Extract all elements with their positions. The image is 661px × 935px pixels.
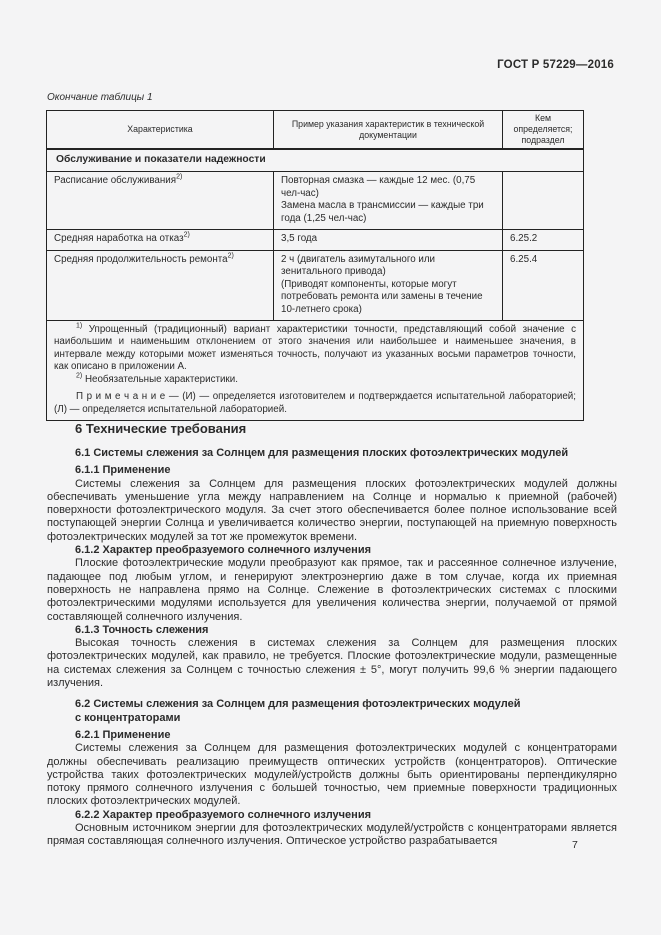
characteristics-table: [46, 110, 584, 421]
paragraph-6-1-1: Системы слежения за Солнцем для размещения плоских фотоэлектрических модулей должны обеспечивать уменьшение угла между направлением на Солнце и нормалью к приемной (рабочей) поверхности фотоэлектрического модуля. За счет этого обеспечивается более полное использование всей поступающей энергии Солнца и увеличивается количество энергии, поступающей на приемную поверхность фотоэлектрических модулей за тот же промежуток времени.: [47, 477, 617, 543]
characteristic-cell: Средняя наработка на отказ$^{2)}$: [47, 230, 274, 251]
ref-cell: [503, 172, 584, 230]
subsection-heading-6-2: 6.2 Системы слежения за Солнцем для размещения фотоэлектрических модулей с концентраторами: [75, 698, 521, 724]
clause-heading-6-1-1: 6.1.1 Применение: [75, 464, 171, 477]
ref-cell: 6.25.4: [503, 251, 584, 321]
table-header-row: [47, 111, 584, 150]
table-row: [47, 251, 584, 321]
table-note: П р и м е ч а н и е — (И) — определяется изготовителем и подтверждается испытательной лабораторией; (Л) — определяется испытательной лабораторией.: [54, 391, 576, 415]
footnote-marker: 1): [76, 322, 83, 330]
characteristic-cell: Расписание обслуживания$^{2)}$: [47, 172, 274, 230]
paragraph-6-1-2: Плоские фотоэлектрические модули преобразуют как прямое, так и рассеянное солнечное излучение, падающее под любым углом, и генерируют электроэнергию даже в том случае, когда их приемная поверхность не направлена прямо на Солнце. Слежение в фотоэлектрических системах с плоскими фотоэлектрическими модулями используется для увеличения количества энергии, получаемой от прямой составляющей солнечного излучения.: [47, 557, 617, 623]
table-caption: Окончание таблицы 1: [47, 92, 153, 103]
section-heading-6: 6 Технические требования: [75, 421, 247, 436]
table-section-row: [47, 149, 584, 172]
document-body: [47, 421, 617, 849]
clause-heading-6-1-2: 6.1.2 Характер преобразуемого солнечного излучения: [75, 544, 372, 557]
subsection-heading-6-1: 6.1 Системы слежения за Солнцем для размещения плоских фотоэлектрических модулей: [75, 447, 569, 459]
document-code: ГОСТ Р 57229—2016: [497, 59, 614, 71]
header-defined-by: Кем определяется; подраздел: [503, 111, 584, 150]
table-row: [47, 230, 584, 251]
characteristic-cell: Средняя продолжительность ремонта$^{2)}$: [47, 251, 274, 321]
paragraph-6-2-1: Системы слежения за Солнцем для размещения фотоэлектрических модулей с концентраторами должны обеспечивать реализацию преимуществ оптических устройств (концентраторов). Оптические устройства таких фотоэлектрических модулей/устройств должны быть ориентированы перпендикулярно потоку прямого солнечного излучения с большей точностью, чем приемные поверхности традиционных плоских фотоэлектрических модулей.: [47, 742, 617, 808]
footnote-marker: 2): [183, 231, 190, 239]
example-cell: 3,5 года: [274, 230, 503, 251]
footnote-marker: 2): [227, 252, 234, 260]
example-cell: 2 ч (двигатель азимутального или зенитального привода) (Приводят компоненты, которые могут потребовать ремонта или замены в течение 10-летнего срока): [274, 251, 503, 321]
footnote-marker: 2): [76, 372, 83, 380]
page-number: 7: [572, 839, 578, 851]
ref-cell: 6.25.2: [503, 230, 584, 251]
footnote-marker: 2): [176, 174, 183, 182]
paragraph-6-2-2: Основным источником энергии для фотоэлектрических модулей/устройств с концентраторами является прямая составляющая солнечного излучения. Оптическое устройство разрабатывается: [47, 822, 617, 848]
footnote-2: $^{2)}$ Необязательные характеристики.: [76, 372, 238, 385]
example-cell: Повторная смазка — каждые 12 мес. (0,75 чел-час) Замена масла в трансмиссии — каждые три года (1,25 чел-час): [274, 172, 503, 230]
footnote-1: $^{1)}$ Упрощенный (традиционный) вариант характеристики точности, представляющий собой значение с наибольшим и наименьшим отклонением от этого значения или наибольшее и наименьшее значения, в интервале между которыми может изменяться точность, получают из указанных восьми параметров точности, как описано в приложении А.: [54, 322, 576, 373]
clause-heading-6-2-2: 6.2.2 Характер преобразуемого солнечного излучения: [75, 808, 372, 821]
table-section-header: Обслуживание и показатели надежности: [47, 149, 584, 172]
footnote-cell: [47, 321, 584, 421]
clause-heading-6-1-3: 6.1.3 Точность слежения: [75, 623, 209, 636]
header-example: Пример указания характеристик в технической документации: [274, 111, 503, 150]
paragraph-6-1-3: Высокая точность слежения в системах слежения за Солнцем для размещения плоских фотоэлектрических модулей, как правило, не требуется. Плоские фотоэлектрические модули, размещенные на системах слежения за Солнцем с точностью слежения ± 5°, могут получить 99,6 % энергии падающего излучения.: [47, 637, 617, 690]
table-row: [47, 172, 584, 230]
clause-heading-6-2-1: 6.2.1 Применение: [75, 728, 171, 741]
table-footnote-row: [47, 321, 584, 421]
header-characteristic: Характеристика: [47, 111, 274, 150]
